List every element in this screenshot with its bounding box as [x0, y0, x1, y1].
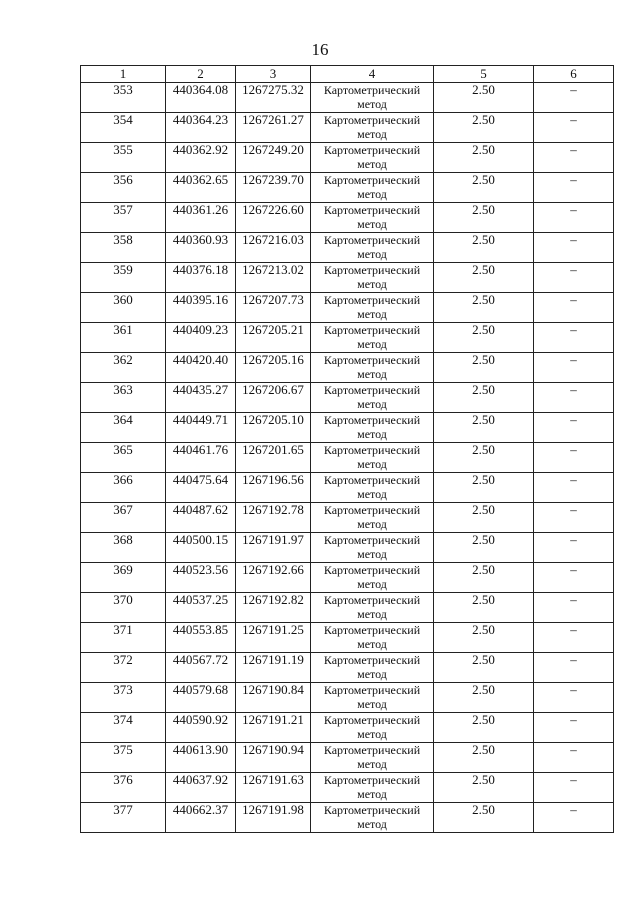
method-cell [311, 473, 434, 503]
x-coordinate-cell: 440613.90 [166, 743, 236, 773]
x-coordinate-cell: 440364.23 [166, 113, 236, 143]
note-cell: – [534, 203, 614, 233]
table-row [81, 443, 614, 473]
y-coordinate-cell: 1267207.73 [236, 293, 311, 323]
point-number-cell: 357 [81, 203, 166, 233]
point-number-cell: 367 [81, 503, 166, 533]
column-header-6: 6 [534, 66, 614, 83]
y-coordinate-cell: 1267190.84 [236, 683, 311, 713]
x-coordinate-cell: 440579.68 [166, 683, 236, 713]
note-cell: – [534, 413, 614, 443]
table-row [81, 653, 614, 683]
method-line-2: метод [357, 307, 387, 321]
method-line-2: метод [357, 517, 387, 531]
point-number-cell: 371 [81, 623, 166, 653]
accuracy-cell: 2.50 [434, 263, 534, 293]
point-number-cell: 370 [81, 593, 166, 623]
point-number-cell: 369 [81, 563, 166, 593]
point-number-cell: 356 [81, 173, 166, 203]
x-coordinate-cell: 440360.93 [166, 233, 236, 263]
method-cell [311, 83, 434, 113]
method-line-1: Картометрический [323, 323, 421, 337]
x-coordinate-cell: 440523.56 [166, 563, 236, 593]
note-cell: – [534, 293, 614, 323]
point-number-cell: 362 [81, 353, 166, 383]
column-header-1: 1 [81, 66, 166, 83]
table-row [81, 713, 614, 743]
table-row [81, 143, 614, 173]
method-cell [311, 203, 434, 233]
accuracy-cell: 2.50 [434, 413, 534, 443]
method-line-1: Картометрический [323, 143, 421, 157]
note-cell: – [534, 803, 614, 833]
method-cell [311, 233, 434, 263]
method-line-1: Картометрический [323, 233, 421, 247]
accuracy-cell: 2.50 [434, 653, 534, 683]
method-line-2: метод [357, 127, 387, 141]
method-line-2: метод [357, 97, 387, 111]
y-coordinate-cell: 1267191.25 [236, 623, 311, 653]
accuracy-cell: 2.50 [434, 233, 534, 263]
note-cell: – [534, 623, 614, 653]
method-line-2: метод [357, 697, 387, 711]
note-cell: – [534, 323, 614, 353]
column-header-3: 3 [236, 66, 311, 83]
note-cell: – [534, 563, 614, 593]
method-line-2: метод [357, 727, 387, 741]
accuracy-cell: 2.50 [434, 443, 534, 473]
method-line-2: метод [357, 157, 387, 171]
method-cell [311, 593, 434, 623]
method-line-2: метод [357, 487, 387, 501]
accuracy-cell: 2.50 [434, 683, 534, 713]
method-cell [311, 443, 434, 473]
accuracy-cell: 2.50 [434, 293, 534, 323]
table-row [81, 383, 614, 413]
x-coordinate-cell: 440361.26 [166, 203, 236, 233]
table-row [81, 743, 614, 773]
table-row [81, 533, 614, 563]
method-line-2: метод [357, 607, 387, 621]
method-cell [311, 413, 434, 443]
accuracy-cell: 2.50 [434, 713, 534, 743]
method-line-1: Картометрический [323, 83, 421, 97]
x-coordinate-cell: 440435.27 [166, 383, 236, 413]
x-coordinate-cell: 440449.71 [166, 413, 236, 443]
y-coordinate-cell: 1267196.56 [236, 473, 311, 503]
method-line-1: Картометрический [323, 593, 421, 607]
point-number-cell: 363 [81, 383, 166, 413]
method-cell [311, 113, 434, 143]
note-cell: – [534, 503, 614, 533]
method-line-2: метод [357, 787, 387, 801]
x-coordinate-cell: 440500.15 [166, 533, 236, 563]
y-coordinate-cell: 1267205.21 [236, 323, 311, 353]
point-number-cell: 374 [81, 713, 166, 743]
y-coordinate-cell: 1267191.63 [236, 773, 311, 803]
method-line-2: метод [357, 187, 387, 201]
y-coordinate-cell: 1267261.27 [236, 113, 311, 143]
y-coordinate-cell: 1267191.97 [236, 533, 311, 563]
method-cell [311, 653, 434, 683]
accuracy-cell: 2.50 [434, 353, 534, 383]
table-row [81, 83, 614, 113]
table-row [81, 593, 614, 623]
x-coordinate-cell: 440487.62 [166, 503, 236, 533]
note-cell: – [534, 713, 614, 743]
column-header-2: 2 [166, 66, 236, 83]
method-cell [311, 383, 434, 413]
x-coordinate-cell: 440553.85 [166, 623, 236, 653]
method-cell [311, 803, 434, 833]
method-line-2: метод [357, 397, 387, 411]
method-cell [311, 143, 434, 173]
method-line-2: метод [357, 337, 387, 351]
x-coordinate-cell: 440662.37 [166, 803, 236, 833]
point-number-cell: 361 [81, 323, 166, 353]
table-row [81, 683, 614, 713]
x-coordinate-cell: 440461.76 [166, 443, 236, 473]
accuracy-cell: 2.50 [434, 773, 534, 803]
y-coordinate-cell: 1267249.20 [236, 143, 311, 173]
method-line-2: метод [357, 637, 387, 651]
method-line-1: Картометрический [323, 743, 421, 757]
method-cell [311, 713, 434, 743]
point-number-cell: 373 [81, 683, 166, 713]
table-row [81, 623, 614, 653]
method-line-1: Картометрический [323, 263, 421, 277]
y-coordinate-cell: 1267205.10 [236, 413, 311, 443]
method-cell [311, 623, 434, 653]
header-row [81, 66, 614, 83]
accuracy-cell: 2.50 [434, 503, 534, 533]
method-line-1: Картометрический [323, 503, 421, 517]
method-line-1: Картометрический [323, 683, 421, 697]
accuracy-cell: 2.50 [434, 803, 534, 833]
method-cell [311, 533, 434, 563]
method-cell [311, 293, 434, 323]
y-coordinate-cell: 1267192.78 [236, 503, 311, 533]
method-cell [311, 173, 434, 203]
point-number-cell: 366 [81, 473, 166, 503]
table-row [81, 113, 614, 143]
point-number-cell: 355 [81, 143, 166, 173]
y-coordinate-cell: 1267205.16 [236, 353, 311, 383]
method-line-1: Картометрический [323, 473, 421, 487]
y-coordinate-cell: 1267191.19 [236, 653, 311, 683]
accuracy-cell: 2.50 [434, 623, 534, 653]
x-coordinate-cell: 440364.08 [166, 83, 236, 113]
y-coordinate-cell: 1267192.66 [236, 563, 311, 593]
table-row [81, 353, 614, 383]
method-line-2: метод [357, 367, 387, 381]
point-number-cell: 354 [81, 113, 166, 143]
method-line-1: Картометрический [323, 353, 421, 367]
method-line-1: Картометрический [323, 623, 421, 637]
table-row [81, 323, 614, 353]
note-cell: – [534, 173, 614, 203]
method-line-2: метод [357, 547, 387, 561]
accuracy-cell: 2.50 [434, 143, 534, 173]
note-cell: – [534, 143, 614, 173]
point-number-cell: 376 [81, 773, 166, 803]
method-line-1: Картометрический [323, 383, 421, 397]
method-line-1: Картометрический [323, 533, 421, 547]
x-coordinate-cell: 440362.65 [166, 173, 236, 203]
method-cell [311, 323, 434, 353]
point-number-cell: 353 [81, 83, 166, 113]
point-number-cell: 359 [81, 263, 166, 293]
method-line-1: Картометрический [323, 113, 421, 127]
method-line-1: Картометрический [323, 803, 421, 817]
y-coordinate-cell: 1267191.21 [236, 713, 311, 743]
point-number-cell: 368 [81, 533, 166, 563]
method-line-1: Картометрический [323, 563, 421, 577]
y-coordinate-cell: 1267213.02 [236, 263, 311, 293]
table-row [81, 473, 614, 503]
accuracy-cell: 2.50 [434, 203, 534, 233]
x-coordinate-cell: 440395.16 [166, 293, 236, 323]
note-cell: – [534, 773, 614, 803]
point-number-cell: 360 [81, 293, 166, 323]
method-line-1: Картометрический [323, 173, 421, 187]
coordinates-table [80, 65, 614, 833]
x-coordinate-cell: 440409.23 [166, 323, 236, 353]
x-coordinate-cell: 440475.64 [166, 473, 236, 503]
x-coordinate-cell: 440376.18 [166, 263, 236, 293]
y-coordinate-cell: 1267192.82 [236, 593, 311, 623]
method-line-1: Картометрический [323, 713, 421, 727]
accuracy-cell: 2.50 [434, 593, 534, 623]
column-header-5: 5 [434, 66, 534, 83]
table-row [81, 173, 614, 203]
page-number: 16 [311, 40, 329, 59]
x-coordinate-cell: 440537.25 [166, 593, 236, 623]
y-coordinate-cell: 1267226.60 [236, 203, 311, 233]
table-row [81, 263, 614, 293]
table-row [81, 233, 614, 263]
y-coordinate-cell: 1267206.67 [236, 383, 311, 413]
accuracy-cell: 2.50 [434, 383, 534, 413]
point-number-cell: 377 [81, 803, 166, 833]
note-cell: – [534, 233, 614, 263]
method-cell [311, 563, 434, 593]
note-cell: – [534, 443, 614, 473]
method-line-2: метод [357, 577, 387, 591]
note-cell: – [534, 113, 614, 143]
note-cell: – [534, 653, 614, 683]
x-coordinate-cell: 440362.92 [166, 143, 236, 173]
method-line-2: метод [357, 427, 387, 441]
table-body [81, 83, 614, 833]
accuracy-cell: 2.50 [434, 743, 534, 773]
accuracy-cell: 2.50 [434, 563, 534, 593]
note-cell: – [534, 353, 614, 383]
table-row [81, 413, 614, 443]
method-line-1: Картометрический [323, 293, 421, 307]
method-line-1: Картометрический [323, 203, 421, 217]
accuracy-cell: 2.50 [434, 323, 534, 353]
method-line-2: метод [357, 757, 387, 771]
y-coordinate-cell: 1267191.98 [236, 803, 311, 833]
method-cell [311, 683, 434, 713]
method-line-1: Картометрический [323, 443, 421, 457]
accuracy-cell: 2.50 [434, 83, 534, 113]
accuracy-cell: 2.50 [434, 473, 534, 503]
y-coordinate-cell: 1267216.03 [236, 233, 311, 263]
note-cell: – [534, 593, 614, 623]
point-number-cell: 372 [81, 653, 166, 683]
method-line-2: метод [357, 217, 387, 231]
method-line-1: Картометрический [323, 773, 421, 787]
method-line-2: метод [357, 457, 387, 471]
method-line-2: метод [357, 277, 387, 291]
method-line-2: метод [357, 817, 387, 831]
accuracy-cell: 2.50 [434, 173, 534, 203]
point-number-cell: 358 [81, 233, 166, 263]
note-cell: – [534, 533, 614, 563]
method-cell [311, 263, 434, 293]
note-cell: – [534, 473, 614, 503]
x-coordinate-cell: 440567.72 [166, 653, 236, 683]
y-coordinate-cell: 1267190.94 [236, 743, 311, 773]
note-cell: – [534, 683, 614, 713]
x-coordinate-cell: 440637.92 [166, 773, 236, 803]
method-line-2: метод [357, 667, 387, 681]
point-number-cell: 375 [81, 743, 166, 773]
table-row [81, 203, 614, 233]
y-coordinate-cell: 1267201.65 [236, 443, 311, 473]
note-cell: – [534, 83, 614, 113]
method-line-2: метод [357, 247, 387, 261]
table-header [81, 66, 614, 83]
table-row [81, 773, 614, 803]
note-cell: – [534, 743, 614, 773]
method-cell [311, 773, 434, 803]
accuracy-cell: 2.50 [434, 533, 534, 563]
table-row [81, 563, 614, 593]
method-cell [311, 503, 434, 533]
method-cell [311, 743, 434, 773]
table-row [81, 803, 614, 833]
note-cell: – [534, 263, 614, 293]
y-coordinate-cell: 1267275.32 [236, 83, 311, 113]
table-row [81, 503, 614, 533]
accuracy-cell: 2.50 [434, 113, 534, 143]
method-line-1: Картометрический [323, 653, 421, 667]
x-coordinate-cell: 440590.92 [166, 713, 236, 743]
point-number-cell: 365 [81, 443, 166, 473]
method-line-1: Картометрический [323, 413, 421, 427]
x-coordinate-cell: 440420.40 [166, 353, 236, 383]
point-number-cell: 364 [81, 413, 166, 443]
y-coordinate-cell: 1267239.70 [236, 173, 311, 203]
column-header-4: 4 [311, 66, 434, 83]
table-row [81, 293, 614, 323]
method-cell [311, 353, 434, 383]
note-cell: – [534, 383, 614, 413]
